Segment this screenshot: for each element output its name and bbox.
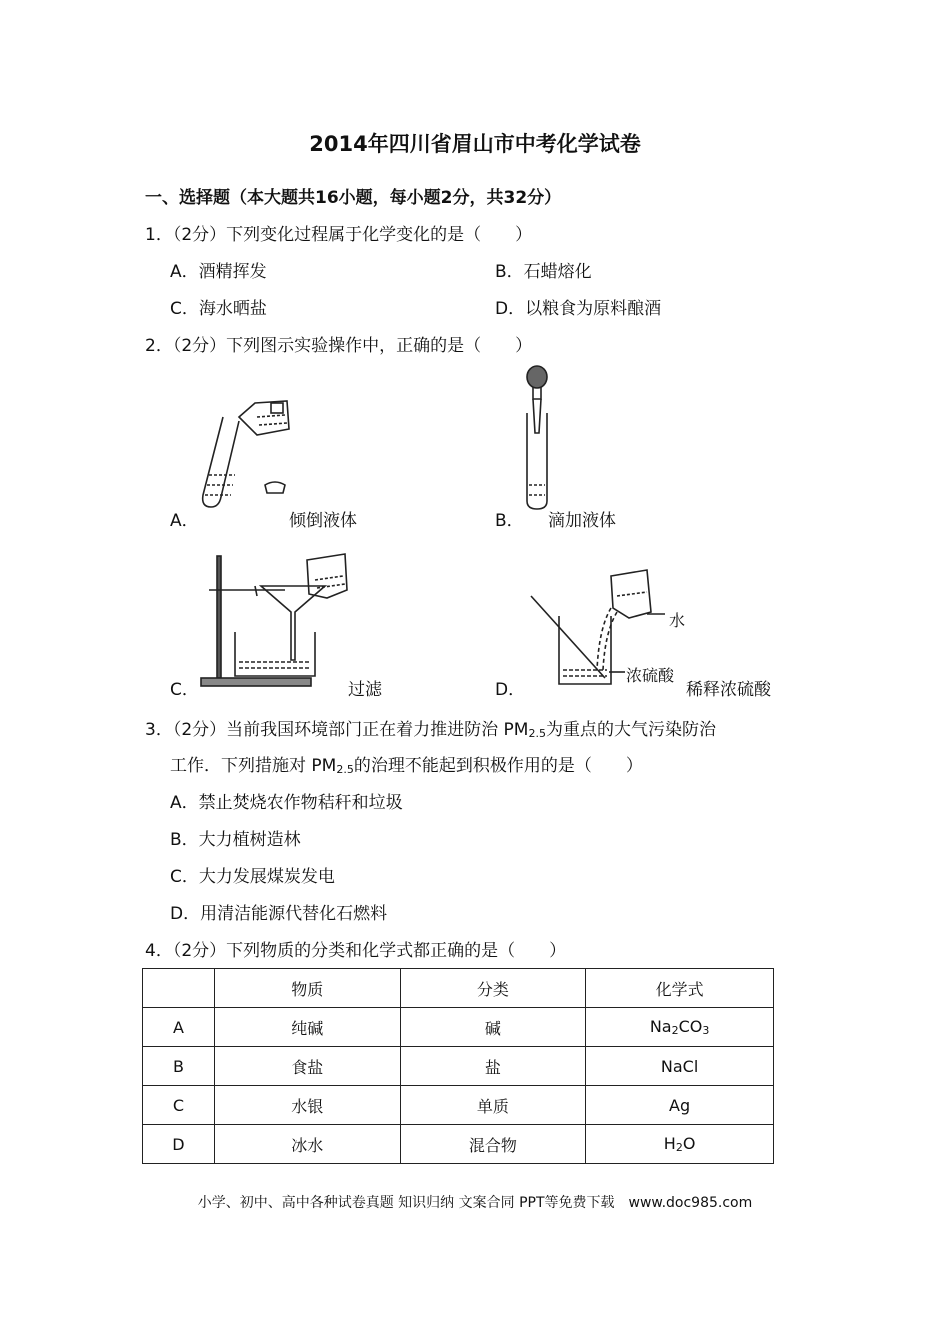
page-title: 2014年四川省眉山市中考化学试卷 [309,132,641,156]
formula-part: CO [678,1017,703,1036]
row-category: 混合物 [400,1125,586,1164]
row-substance: 纯碱 [214,1008,400,1047]
q3-line2-pre: 工作．下列措施对 PM [170,756,337,776]
figure-pouring-liquid [195,395,305,510]
q3-stem-post: 为重点的大气污染防治 [545,720,716,740]
q1-option-c: C．海水晒盐 [170,299,267,319]
row-category: 盐 [400,1047,586,1086]
row-substance: 食盐 [214,1047,400,1086]
row-key: B [143,1047,215,1086]
row-key: C [143,1086,215,1125]
classification-table [142,968,774,1164]
table-header-row [143,969,774,1008]
page-footer: 小学、初中、高中各种试卷真题 知识归纳 文案合同 PPT等免费下载 www.doc985.com [197,1195,753,1211]
q3-option-c: C．大力发展煤炭发电 [170,867,335,887]
q3-option-d: D．用清洁能源代替化石燃料 [170,904,388,924]
q2-fig-c-letter: C． [170,680,199,700]
row-formula: Ag [586,1086,774,1125]
table-header-cell: 化学式 [586,969,774,1008]
q3-stem-sub: 2.5 [528,727,546,740]
q2-fig-d-caption: 稀释浓硫酸 [686,680,771,700]
q2-fig-c-caption: 过滤 [348,680,382,700]
q1-option-d: D．以粮食为原料酿酒 [495,299,662,319]
q1-option-b: B．石蜡熔化 [495,262,592,282]
table-row [143,1086,774,1125]
row-formula [586,1125,774,1164]
q2-fig-b-letter: B． [495,511,524,531]
q1-option-a: A．酒精挥发 [170,262,267,282]
q3-option-b: B．大力植树造林 [170,830,301,850]
figure-dropping-liquid [515,365,565,510]
table-header-cell: 分类 [400,969,586,1008]
row-formula: NaCl [586,1047,774,1086]
table-header-cell: 物质 [214,969,400,1008]
question-3-stem [145,715,716,740]
formula-part: Na [649,1017,672,1036]
question-3-line2 [170,751,643,776]
table-header-cell [143,969,215,1008]
q2-fig-d-label-water: 水 [669,611,686,630]
table-row [143,1008,774,1047]
q2-fig-d-label-acid: 浓硫酸 [626,666,675,685]
formula-part: O [682,1134,696,1153]
q3-stem-pre: 3．（2分）当前我国环境部门正在着力推进防治 PM [145,720,529,740]
figure-filtration [195,550,355,690]
row-substance: 冰水 [214,1125,400,1164]
q2-fig-d-letter: D． [495,680,526,700]
q3-line2-sub: 2.5 [336,763,354,776]
row-formula [586,1008,774,1047]
q2-fig-a-letter: A． [170,511,199,531]
q3-line2-post: 的治理不能起到积极作用的是（ ） [353,756,643,776]
q3-option-a: A．禁止焚烧农作物秸秆和垃圾 [170,793,403,813]
formula-part: H [663,1134,676,1153]
table-row [143,1125,774,1164]
section-heading: 一、选择题（本大题共16小题，每小题2分，共32分） [145,188,562,208]
row-substance: 水银 [214,1086,400,1125]
row-key: A [143,1008,215,1047]
question-1-stem: 1．（2分）下列变化过程属于化学变化的是（ ） [145,225,533,245]
formula-subscript: 2 [675,1141,683,1154]
q2-fig-a-caption: 倾倒液体 [289,511,357,531]
question-4-stem: 4．（2分）下列物质的分类和化学式都正确的是（ ） [145,941,567,961]
row-key: D [143,1125,215,1164]
row-category: 单质 [400,1086,586,1125]
formula-subscript: 2 [671,1024,679,1037]
row-category: 碱 [400,1008,586,1047]
formula-subscript: 3 [702,1024,710,1037]
question-2-stem: 2．（2分）下列图示实验操作中，正确的是（ ） [145,336,533,356]
q2-fig-b-caption: 滴加液体 [548,511,616,531]
table-row [143,1047,774,1086]
